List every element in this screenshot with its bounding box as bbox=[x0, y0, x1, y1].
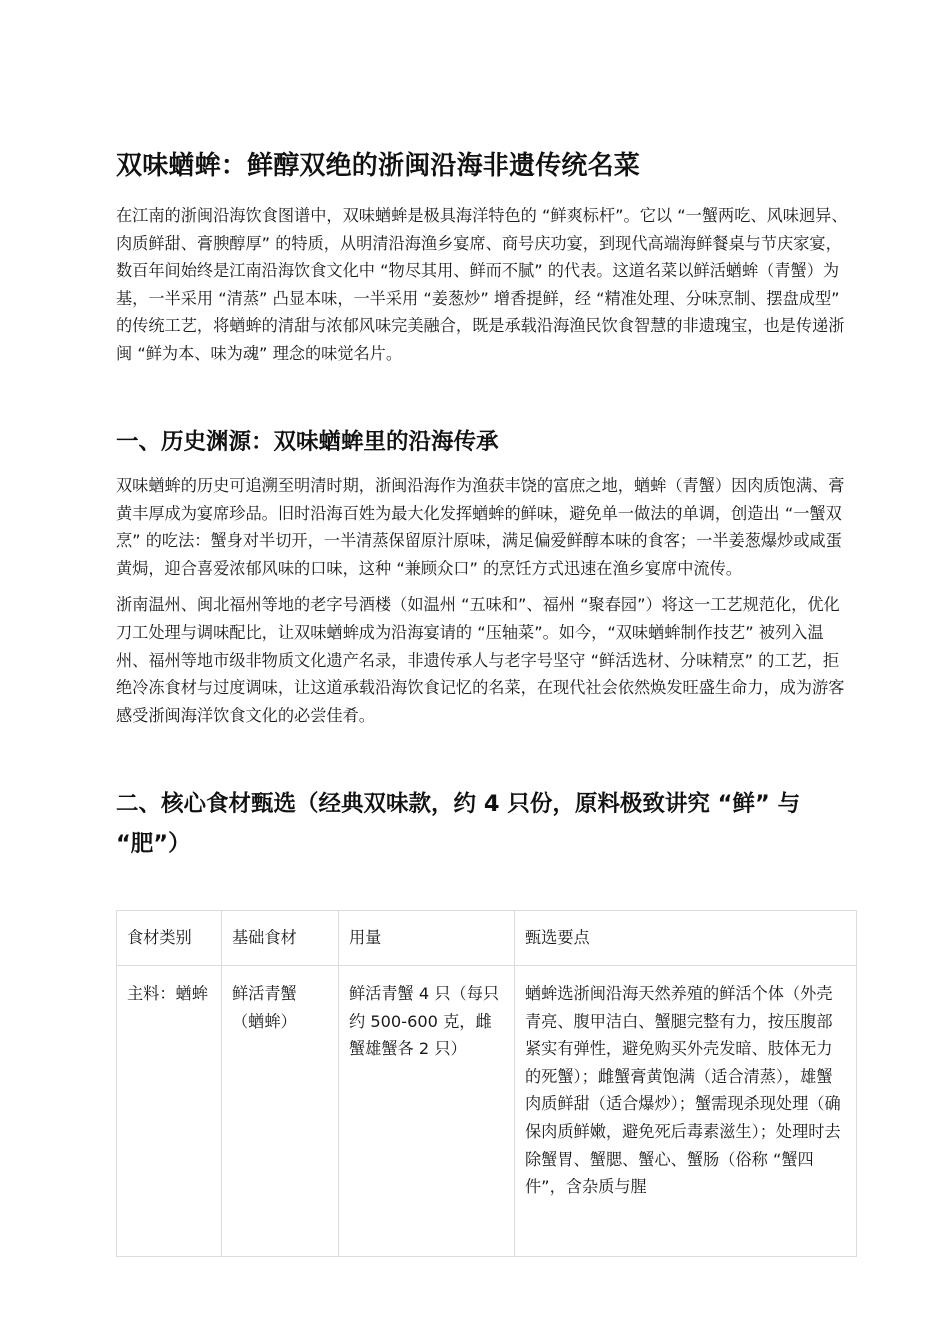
cell-text: 鲜活青蟹（蝤蛑） bbox=[232, 984, 297, 1031]
table-header-cell: 基础食材 bbox=[222, 911, 339, 966]
section1-paragraph: 浙南温州、闽北福州等地的老字号酒楼（如温州 “五味和”、福州 “聚春园”）将这一工艺规范化，优化刀工处理与调味配比，让双味蝤蛑成为沿海宴请的 “压轴菜”。如今，“双味蝤蛑制作技艺” 被列入温州、福州等地市级非物质文化遗产名录，非遗传承人与老字号坚守 “鲜活选材、分味精烹” 的工艺，拒绝冷冻食材与过度调味，让这道承载沿海饮食记忆的名菜，在现代社会依然焕发旺盛生命力，成为游客感受浙闽海洋饮食文化的必尝佳肴。 bbox=[116, 595, 845, 725]
section1-heading: 一、历史渊源：双味蝤蛑里的沿海传承 bbox=[116, 429, 499, 455]
cell-text: 主料：蝤蛑 bbox=[127, 984, 208, 1003]
table-row bbox=[117, 966, 857, 1257]
cell-text: 蝤蛑选浙闽沿海天然养殖的鲜活个体（外壳青亮、腹甲洁白、蟹腿完整有力，按压腹部紧实有弹性，避免购买外壳发暗、肢体无力的死蟹）；雌蟹膏黄饱满（适合清蒸），雄蟹肉质鲜甜（适合爆炒）；蟹需现杀现处理（确保肉质鲜嫩，避免死后毒素滋生）；处理时去除蟹胃、蟹腮、蟹心、蟹肠（俗称 “蟹四件”，含杂质与腥 bbox=[525, 984, 841, 1197]
section2-heading: 二、核心食材甄选（经典双味款，约 4 只份，原料极致讲究 “鲜” 与 “肥”） bbox=[116, 791, 801, 857]
table-cell-category bbox=[117, 966, 222, 1257]
table-cell-amount bbox=[339, 966, 515, 1257]
ingredients-table bbox=[116, 910, 857, 1257]
table-header-row bbox=[117, 911, 857, 966]
section1-body bbox=[116, 472, 852, 729]
cell-text: 鲜活青蟹 4 只（每只约 500-600 克，雌蟹雄蟹各 2 只） bbox=[349, 984, 500, 1059]
table-cell-ingredient bbox=[222, 966, 339, 1257]
table-header-cell: 用量 bbox=[339, 911, 515, 966]
section1-paragraph: 双味蝤蛑的历史可追溯至明清时期，浙闽沿海作为渔获丰饶的富庶之地，蝤蛑（青蟹）因肉质饱满、膏黄丰厚成为宴席珍品。旧时沿海百姓为最大化发挥蝤蛑的鲜味，避免单一做法的单调，创造出 “一蟹双烹” 的吃法：蟹身对半切开，一半清蒸保留原汁原味，满足偏爱鲜醇本味的食客；一半姜葱爆炒或咸蛋黄焗，迎合喜爱浓郁风味的口味，这种 “兼顾众口” 的烹饪方式迅速在渔乡宴席中流传。 bbox=[116, 476, 845, 578]
table-cell-points bbox=[515, 966, 857, 1257]
table-header-cell: 甄选要点 bbox=[515, 911, 857, 966]
table-header-cell: 食材类别 bbox=[117, 911, 222, 966]
intro-paragraph: 在江南的浙闽沿海饮食图谱中，双味蝤蛑是极具海洋特色的 “鲜爽标杆”。它以 “一蟹两吃、风味迥异、肉质鲜甜、膏腴醇厚” 的特质，从明清沿海渔乡宴席、商号庆功宴，到现代高端海鲜餐桌与节庆家宴，数百年间始终是江南沿海饮食文化中 “物尽其用、鲜而不腻” 的代表。这道名菜以鲜活蝤蛑（青蟹）为基，一半采用 “清蒸” 凸显本味，一半采用 “姜葱炒” 增香提鲜，经 “精准处理、分味烹制、摆盘成型” 的传统工艺，将蝤蛑的清甜与浓郁风味完美融合，既是承载沿海渔民饮食智慧的非遗瑰宝，也是传递浙闽 “鲜为本、味为魂” 理念的味觉名片。 bbox=[116, 206, 848, 363]
document-title: 双味蝤蛑：鲜醇双绝的浙闽沿海非遗传统名菜 bbox=[116, 151, 641, 181]
